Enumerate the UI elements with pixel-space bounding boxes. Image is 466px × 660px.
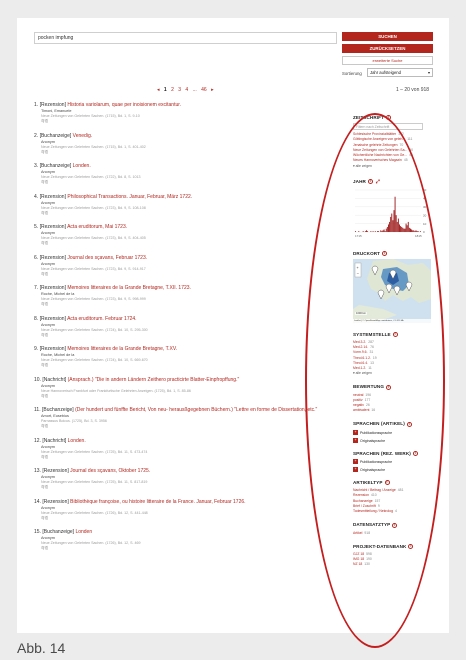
result-item [34, 438, 344, 460]
checkbox-row[interactable]: + Originalsprache [354, 467, 386, 472]
facet-artikeltyp [353, 480, 431, 514]
result-type: [Buchanzeige] [42, 529, 75, 535]
result-number: 9. [34, 346, 39, 352]
result-language: 弯语 [41, 454, 49, 459]
year-bar[interactable] [384, 229, 385, 232]
facet-item-count: 177 [364, 397, 371, 402]
year-bar[interactable] [392, 220, 393, 232]
facet-item-count: 172 [398, 132, 404, 137]
result-item [34, 468, 344, 490]
facet-item-label: neutral [353, 392, 364, 397]
result-language: 弯语 [41, 210, 49, 215]
facet-title: ZEITSCHRIFT i [353, 115, 389, 120]
result-link[interactable]: Journal des sçavans, Februar 1723. [67, 254, 148, 261]
facet-item-label: Neue Zeitungen von Gelehrten Sa... [353, 147, 408, 152]
result-title [34, 346, 344, 352]
year-bar[interactable] [381, 231, 382, 232]
result-author: Anonym [41, 383, 55, 388]
result-link[interactable]: Journal des sçavans, Oktober 1725. [70, 468, 151, 474]
plus-icon[interactable]: + [354, 467, 357, 472]
figure-caption: Abb. 14 [17, 640, 66, 656]
year-bar[interactable] [391, 213, 392, 231]
result-source[interactable]: Neue Zeitungen von Gelehrten Sachen. (1722), Bd. 8, S. 1013 [41, 175, 141, 179]
result-title [34, 224, 344, 230]
facet-projekt [353, 544, 431, 568]
reset-button[interactable]: ZURÜCKSETZEN [342, 44, 433, 53]
result-language: 弯语 [41, 119, 49, 123]
y-tick-label: 30 [423, 204, 427, 209]
result-number: 11. [34, 407, 41, 413]
year-bar[interactable] [377, 231, 378, 232]
year-bar[interactable] [405, 228, 406, 231]
result-source[interactable]: Neue Hannoverisch Frankfurt oder Frankfurtische Gelehrten Anzeigen. (1725), Bd. 1, S. 85-86 [41, 388, 191, 393]
result-language: 弯语 [41, 241, 49, 245]
facet-item-label: Rezension [353, 493, 370, 498]
result-type: [Rezension] [39, 224, 66, 230]
map-attribution: Leaflet | © OpenStreetMap contributors, CC-BY-SA [353, 319, 431, 323]
pager-page[interactable]: 4 [185, 87, 189, 93]
result-link[interactable]: Venedig. [72, 132, 93, 139]
result-link[interactable]: Bibliothèque françoise, ou histoire litteraire de la France. Januar, Februar 1726. [70, 498, 246, 505]
year-histogram[interactable] [353, 188, 431, 240]
year-bar[interactable] [409, 227, 410, 231]
checkbox-row[interactable]: + Publikationssprache [354, 459, 393, 464]
facet-item-label: IMG 18 [353, 557, 365, 562]
facet-item-count: 11 [368, 366, 372, 371]
result-link[interactable]: (Ansprach.) "Die in andern Ländern Zeithero practicirte Blatter-Einpfropffung." [67, 376, 240, 383]
info-icon[interactable]: i [386, 480, 388, 485]
zoom-in-icon[interactable]: + [356, 264, 359, 270]
facet-item[interactable] [353, 408, 431, 413]
year-bar[interactable] [403, 228, 404, 231]
result-number: 14. [34, 498, 41, 505]
result-title [34, 163, 344, 169]
year-bar[interactable] [358, 231, 359, 232]
result-type: [Buchanzeige] [39, 132, 72, 139]
result-number: 5. [34, 224, 39, 230]
result-author: Roche, Michel de la [41, 353, 75, 357]
facet-title: SPRACHEN (REZ. WERK) i [353, 450, 416, 456]
info-icon[interactable]: i [410, 544, 412, 548]
facet-item-label: Todesmitteilung / Nekrolog [353, 509, 393, 514]
facet-filter-input[interactable]: Filtern nach Zeitschrift [353, 123, 423, 130]
facet-jahr [353, 179, 431, 245]
info-icon[interactable]: i [387, 384, 390, 389]
result-source[interactable]: Neue Zeitungen von Gelehrten Sachen. (1723), Bd. 9, S. 998-999 [41, 297, 146, 301]
facet-item-count: 4 [394, 509, 397, 514]
facet-title: ARTIKELTYP i [353, 479, 388, 485]
year-bar[interactable] [402, 227, 403, 231]
facet-item-count: 287 [368, 340, 374, 345]
year-bar[interactable] [411, 229, 412, 232]
facet-item-count: 9 [377, 503, 380, 508]
result-source[interactable]: Neue Zeitungen von Gelehrten Sachen. (1715), Bd. 1, S. 401-402 [41, 144, 146, 149]
result-count: 1 – 20 von 918 [396, 87, 430, 93]
year-bar[interactable] [418, 231, 419, 232]
facet-item-count: 76 [370, 345, 374, 350]
result-author: Anonym [41, 444, 55, 449]
result-link[interactable]: Memoires litteraires de la Grande Bretagne, T.XII. 1723. [67, 285, 191, 291]
facet-item-count: 46 [409, 153, 413, 158]
pager-last[interactable]: 46 [201, 87, 207, 93]
result-item [34, 224, 344, 246]
checkbox-row[interactable]: + Originalsprache [354, 438, 386, 443]
info-icon[interactable]: i [394, 522, 396, 527]
facet-item-label: Vorm.9.6. [353, 350, 368, 355]
result-source[interactable]: Neue Zeitungen von Gelehrten Sachen. (1725), Bd. 11, S. 473-474 [41, 449, 148, 454]
result-author: Anonym [41, 475, 55, 479]
year-bar[interactable] [401, 226, 402, 231]
result-author: Amort, Eusebius [41, 414, 69, 418]
facet-item-count: 19 [372, 355, 377, 360]
year-bar[interactable] [355, 231, 356, 232]
result-number: 15. [34, 529, 41, 535]
checkbox-row[interactable]: + Publikationssprache [354, 430, 393, 435]
pager-page[interactable]: 2 [171, 87, 174, 93]
result-title [34, 377, 344, 383]
result-link[interactable]: (Der hundert und fünffte Bericht, Von neu- herausßgegebnen Büchern.) "Lettre en forme de Dissertation, etc." [75, 407, 318, 413]
facet-item-count: 157 [374, 498, 381, 503]
facet-sidebar [353, 115, 431, 568]
facet-item-count: 60 [409, 147, 414, 152]
y-tick-label: 10 [423, 221, 427, 226]
year-bar[interactable] [406, 223, 407, 231]
facet-item-count: 70 [399, 142, 404, 147]
search-input[interactable]: pocken impfung [34, 32, 337, 44]
year-bar[interactable] [387, 226, 388, 231]
result-author: Anonym [41, 170, 55, 174]
year-bar[interactable] [378, 231, 379, 232]
facet-item-count: 918 [364, 530, 371, 535]
result-link[interactable]: Londen [75, 529, 93, 535]
page-sheet [17, 18, 449, 633]
facet-item-label: GJZ 18 [353, 552, 365, 556]
result-type: [Nachricht] [42, 376, 67, 383]
result-link[interactable]: Londen. [67, 437, 86, 444]
result-number: 2. [34, 132, 39, 139]
result-author: Anonym [41, 536, 55, 540]
facet-item-label: Med.3.2. [353, 340, 367, 345]
facet-item-count: 481 [397, 488, 404, 493]
info-icon[interactable]: i [414, 450, 416, 455]
result-item [34, 194, 344, 216]
result-item [34, 407, 344, 429]
year-bar[interactable] [375, 231, 376, 232]
y-tick-label: 50 [423, 187, 427, 192]
facet-item[interactable] [353, 509, 431, 514]
result-language: 弯语 [41, 546, 49, 550]
facet-druckort [353, 251, 431, 323]
year-bar[interactable] [398, 218, 399, 231]
result-source[interactable]: Neue Zeitungen von Gelehrten Sachen. (1723), Bd. 9, S. 108-108 [41, 205, 146, 210]
facet-item-count: 111 [407, 137, 413, 142]
result-language: 弯语 [41, 180, 49, 184]
pager-next[interactable]: ▸ [211, 87, 214, 93]
result-number: 6. [34, 254, 39, 261]
facet-title: BEWERTUNG i [353, 384, 390, 390]
result-type: [Rezension] [39, 346, 66, 352]
result-item [34, 102, 344, 124]
result-item [34, 255, 344, 277]
result-language: 弯语 [41, 149, 49, 154]
result-author: Timoni, Emanuele [41, 109, 72, 113]
info-icon[interactable]: i [369, 178, 371, 183]
facet-item-count: 45 [403, 158, 408, 163]
facet-item-label: Med.2.14. [353, 345, 369, 350]
facet-zeitschrift [353, 115, 431, 169]
year-bar[interactable] [386, 228, 387, 231]
result-author: Roche, Michel de la [41, 292, 75, 296]
result-source[interactable]: Neue Zeitungen von Gelehrten Sachen. (1726), Bd. 12, S. 469 [41, 541, 141, 545]
sort-select-value: Jahr aufsteigend [370, 70, 401, 75]
sort-select[interactable] [367, 68, 433, 77]
facet-item-label: ambivalent [353, 408, 370, 413]
result-number: 4. [34, 193, 39, 200]
facet-title: JAHR i ⤢ [353, 178, 381, 185]
facet-item-label: negativ [353, 402, 364, 407]
facet-item-label: Theol.6.4. [353, 360, 369, 365]
facet-title: SPRACHEN (ARTIKEL) i [353, 421, 410, 427]
sort-label: Sortierung [342, 71, 362, 76]
facet-item[interactable] [353, 531, 431, 536]
year-bar[interactable] [416, 230, 417, 232]
facet-title: PROJEKT-DATENBANK i [353, 543, 412, 549]
year-bar[interactable] [370, 231, 371, 232]
result-link[interactable]: Acta eruditorum, Mai 1723. [67, 224, 128, 230]
result-author: Anonym [41, 139, 55, 144]
pager-ellipsis: ... [192, 87, 197, 93]
year-bar[interactable] [394, 210, 395, 232]
result-source[interactable]: Parnassus Boicus. (1725), Bd. 3, S. 3956 [41, 419, 107, 423]
result-title [34, 468, 344, 474]
facet-item-label: Neues Hannoverisches Magazin [353, 158, 402, 163]
search-button[interactable]: SUCHEN [342, 32, 433, 41]
result-number: 7. [34, 285, 39, 291]
result-language: 弯语 [41, 515, 49, 520]
facet-datensatztyp [353, 522, 431, 535]
year-bar[interactable] [365, 231, 366, 232]
year-bar[interactable] [408, 221, 409, 231]
facet-item-label: Buchanzeige [353, 498, 373, 503]
result-title [34, 133, 344, 139]
facet-item-count: 16 [371, 408, 376, 413]
plus-icon[interactable]: + [354, 459, 357, 464]
result-title [34, 407, 344, 413]
year-bar[interactable] [407, 225, 408, 232]
result-type: [Buchanzeige] [39, 163, 72, 169]
result-source[interactable]: Neue Zeitungen von Gelehrten Sachen. (1725), Bd. 11, S. 817-819 [41, 480, 148, 484]
facet-systemstelle [353, 332, 431, 377]
facet-item-label: Theol.6.1.2. [353, 355, 371, 360]
pager-prev[interactable]: ◂ [157, 87, 160, 93]
facet-title: SYSTEMSTELLE i [353, 331, 396, 337]
result-item [34, 133, 344, 155]
result-language: 弯语 [41, 424, 49, 428]
year-bar[interactable] [390, 216, 391, 231]
result-language: 弯语 [41, 271, 49, 276]
chevron-down-icon: ▾ [427, 70, 430, 75]
result-language: 弯语 [41, 393, 49, 398]
result-title [34, 285, 344, 291]
result-source[interactable]: Neue Zeitungen von Gelehrten Sachen. (1723), Bd. 9, S. 914-917 [41, 266, 146, 271]
year-bar[interactable] [383, 230, 384, 232]
year-bar[interactable] [400, 226, 401, 232]
year-bar[interactable] [413, 230, 414, 232]
result-number: 3. [34, 163, 39, 169]
result-type: [Nachricht] [42, 437, 67, 444]
y-tick-label: 0 [423, 229, 425, 234]
result-item [34, 163, 344, 185]
result-title [34, 255, 344, 261]
result-number: 1. [34, 102, 39, 108]
result-item [34, 346, 344, 368]
result-item [34, 316, 344, 338]
facet-item-label: Artikel [353, 530, 363, 535]
result-author: Anonym [41, 231, 55, 235]
zoom-out-icon[interactable]: − [356, 270, 360, 276]
result-link[interactable]: Acta eruditorum. Februar 1724. [67, 315, 137, 322]
result-title [34, 316, 344, 322]
show-all-link[interactable]: ▾ alle zeigen [353, 371, 372, 376]
result-title [34, 194, 344, 200]
x-tick-label: 1815 [415, 233, 422, 238]
facet-item-count: 190 [366, 557, 372, 562]
result-title [34, 499, 344, 505]
result-number: 13. [34, 468, 41, 474]
facet-item-count: 13 [370, 360, 374, 365]
year-bar[interactable] [399, 224, 400, 232]
result-type: [Rezension] [39, 315, 66, 322]
y-tick-label: 40 [423, 196, 427, 201]
facet-item-count: 410 [371, 493, 377, 498]
result-author: Anonym [41, 200, 55, 205]
result-language: 弯语 [41, 302, 49, 306]
result-link[interactable]: Historia variolarum, quae per inoisionem excitantur. [67, 102, 182, 108]
result-language: 弯语 [41, 363, 49, 367]
year-bar[interactable] [412, 230, 413, 232]
facet-sprachen-artikel [353, 421, 431, 444]
plus-icon[interactable]: + [354, 438, 357, 443]
facet-item-count: 130 [364, 562, 370, 567]
result-link[interactable]: Memoires litteraires de la Grande Bretagne, T.XV. [67, 346, 178, 352]
result-link[interactable]: Philosophical Transactions. Januar, Februar, März 1722. [67, 193, 193, 200]
result-type: [Rezension] [42, 498, 69, 505]
pagination [157, 87, 217, 93]
result-type: [Rezension] [39, 102, 66, 108]
facet-item-label: Wöchentliche Nachrichten von Ge... [353, 153, 408, 158]
year-bar[interactable] [385, 231, 386, 232]
expand-icon[interactable]: ⤢ [375, 178, 381, 185]
result-link[interactable]: Londen. [72, 163, 91, 169]
facet-title: DATENSATZTYP i [353, 522, 396, 528]
info-icon[interactable]: i [384, 250, 386, 255]
result-type: [Rezension] [39, 285, 66, 291]
facet-title: DRUCKORT i [353, 250, 386, 256]
result-number: 10. [34, 376, 41, 383]
result-title [34, 438, 344, 444]
year-bar[interactable] [373, 231, 374, 232]
result-source[interactable]: Neue Zeitungen von Gelehrten Sachen. (1726), Bd. 12, S. 441-448 [41, 510, 148, 515]
facet-item-count: 31 [369, 350, 374, 355]
x-tick-label: 1715 [355, 233, 362, 238]
year-bar[interactable] [363, 231, 364, 232]
year-bar[interactable] [397, 221, 398, 231]
year-bar[interactable] [414, 231, 415, 232]
show-all-link[interactable]: ▾ alle zeigen [353, 163, 372, 168]
map-scale: 1000 km [356, 311, 366, 315]
year-bar[interactable] [396, 215, 397, 232]
result-type: [Rezension] [39, 193, 66, 200]
info-icon[interactable]: i [387, 115, 389, 120]
result-number: 12. [34, 437, 41, 444]
result-language: 弯语 [41, 332, 49, 337]
result-type: [Rezension] [42, 468, 69, 474]
year-bar[interactable] [366, 230, 367, 232]
y-tick-label: 20 [423, 212, 427, 217]
map[interactable] [353, 259, 431, 323]
facet-item-label: Nachricht / Beitrag / Anzeige [353, 488, 396, 493]
plus-icon[interactable]: + [354, 430, 357, 435]
result-source[interactable]: Neue Zeitungen von Gelehrten Sachen. (1715), Bd. 1, S. 9-10 [41, 114, 140, 118]
year-bar[interactable] [417, 231, 418, 232]
result-source[interactable]: Neue Zeitungen von Gelehrten Sachen. (1724), Bd. 10, S. 669-670 [41, 358, 148, 362]
facet-sprachen-werk [353, 451, 431, 474]
year-bar[interactable] [420, 231, 421, 232]
facet-item-label: Jenaische gelehrte Zeitungen [353, 142, 398, 147]
year-bar[interactable] [395, 196, 396, 231]
result-item [34, 285, 344, 307]
result-title [34, 529, 344, 535]
result-author: Anonym [41, 505, 55, 510]
year-bar[interactable] [410, 228, 411, 231]
facet-item[interactable] [353, 562, 431, 567]
result-source[interactable]: Neue Zeitungen von Gelehrten Sachen. (1723), Bd. 9, S. 404-405 [41, 236, 146, 240]
info-icon[interactable]: i [408, 421, 410, 426]
year-bar[interactable] [367, 231, 368, 232]
facet-item-label: Göttingische Anzeigen von geleh... [353, 137, 406, 142]
year-bar[interactable] [389, 221, 390, 231]
result-number: 8. [34, 315, 39, 322]
result-type: [Buchanzeige] [41, 407, 74, 413]
facet-item-label: Brief / Zuschrift [353, 503, 376, 508]
result-item [34, 377, 344, 399]
result-title [34, 102, 344, 108]
result-item [34, 529, 344, 551]
facet-item-label: NZ 18 [353, 562, 363, 567]
year-bar[interactable] [388, 224, 389, 232]
info-icon[interactable]: i [394, 332, 396, 337]
facet-item-count: 26 [365, 402, 370, 407]
pager-page[interactable]: 3 [178, 87, 182, 93]
facet-item-count: 196 [365, 392, 372, 397]
advanced-search-button[interactable]: erweiterte Suche [342, 56, 433, 65]
result-author: Anonym [41, 322, 55, 327]
result-item [34, 499, 344, 521]
year-bar[interactable] [380, 230, 381, 232]
facet-item-count: 598 [366, 552, 372, 556]
facet-bewertung [353, 384, 431, 413]
facet-item-label: Schlesische Provinzialblätter [353, 132, 397, 137]
facet-item-label: positiv [353, 397, 363, 402]
pager-current: 1 [163, 87, 167, 93]
result-language: 弯语 [41, 485, 49, 489]
result-type: [Rezension] [39, 254, 66, 261]
facet-item-label: Med.1.2. [353, 366, 367, 371]
result-author: Anonym [41, 261, 55, 266]
result-source[interactable]: Neue Zeitungen von Gelehrten Sachen. (1724), Bd. 10, S. 295-300 [41, 327, 148, 332]
